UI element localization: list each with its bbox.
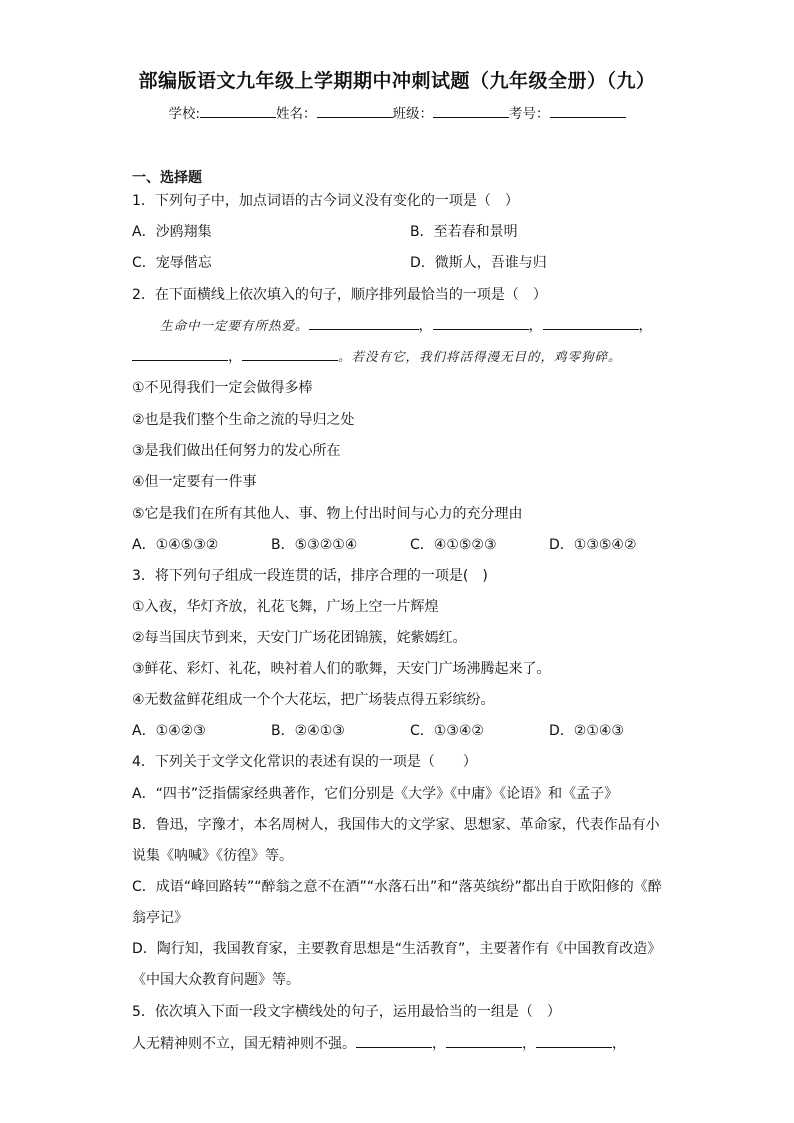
q4-option-d-line1: D．陶行知，我国教育家，主要教育思想是“生活教育”，主要著作有《中国教育改造》 (132, 941, 662, 957)
q2-passage-start: 生命中一定要有所热爱。 (160, 318, 309, 333)
q2-stem: 2．在下面横线上依次填入的句子，顺序排列最恰当的一项是（ ） (132, 287, 547, 303)
name-blank[interactable] (317, 105, 393, 118)
q2-blank-3 (543, 318, 639, 330)
q2-sentence-4: ④但一定要有一件事 (132, 474, 257, 490)
q2-option-c: C．④①⑤②③ (410, 537, 497, 553)
school-blank[interactable] (200, 105, 276, 118)
q4-option-c-line2: 翁亭记》 (132, 910, 188, 926)
section-heading: 一、选择题 (132, 170, 202, 186)
q2-passage-line2: ， 。若没有它，我们将活得漫无目的，鸡零狗碎。 (132, 348, 622, 366)
q2-blank-5 (242, 349, 338, 361)
q4-option-b-line2: 说集《呐喊》《彷徨》等。 (132, 848, 293, 864)
q2-passage-line1: 生命中一定要有所热爱。 ， ， ， (160, 318, 653, 334)
q4-option-d-line2: 《中国大众教育问题》等。 (132, 972, 300, 988)
q2-blank-2 (433, 318, 529, 330)
q3-option-c: C．①③④② (410, 723, 484, 739)
id-label: 考号： (509, 106, 550, 122)
q3-sentence-1: ①入夜，华灯齐放，礼花飞舞，广场上空一片辉煌 (132, 599, 439, 615)
q4-option-b-line1: B．鲁迅，字豫才，本名周树人，我国伟大的文学家、思想家、革命家，代表作品有小 (132, 817, 660, 833)
q1-option-c: C．宠辱偕忘 (132, 255, 212, 271)
q3-sentence-4: ④无数盆鲜花组成一个个大花坛，把广场装点得五彩缤纷。 (132, 692, 495, 708)
q2-sentence-2: ②也是我们整个生命之流的导归之处 (132, 412, 355, 428)
q5-stem: 5．依次填入下面一段文字横线处的句子，运用最恰当的一组是（ ） (132, 1004, 561, 1020)
q1-option-a: A．沙鸥翔集 (132, 224, 212, 240)
q2-option-b: B．⑤③②①④ (271, 537, 358, 553)
name-label: 姓名： (276, 106, 317, 122)
q2-sentence-5: ⑤它是我们在所有其他人、事、物上付出时间与心力的充分理由 (132, 506, 523, 522)
q1-option-b: B．至若春和景明 (410, 224, 518, 240)
q3-sentence-3: ③鲜花、彩灯、礼花，映衬着人们的歌舞，天安门广场沸腾起来了。 (132, 661, 551, 677)
id-blank[interactable] (550, 105, 626, 118)
q5-blank-2 (446, 1036, 522, 1048)
q3-option-a: A．①④②③ (132, 723, 206, 739)
q2-sentence-3: ③是我们做出任何努力的发心所在 (132, 443, 341, 459)
q5-blank-3 (536, 1036, 612, 1048)
class-blank[interactable] (433, 105, 509, 118)
class-label: 班级： (392, 106, 434, 122)
q2-blank-1 (309, 318, 419, 330)
q4-option-c-line1: C．成语“峰回路转”“醉翁之意不在酒”“水落石出”和“落英缤纷”都出自于欧阳修的《醉 (132, 879, 662, 895)
exam-title: 部编版语文九年级上学期期中冲刺试题（九年级全册）（九） (138, 70, 656, 92)
q2-blank-4 (132, 349, 228, 361)
q2-passage-end: 。若没有它，我们将活得漫无目的，鸡零狗碎。 (338, 349, 622, 364)
q1-option-d: D．微斯人，吾谁与归 (410, 255, 547, 271)
q1-stem: 1．下列句子中，加点词语的古今词义没有变化的一项是（ ） (132, 193, 519, 209)
q2-option-d: D．①③⑤④② (549, 537, 637, 553)
school-label: 学校: (168, 106, 201, 122)
q3-option-d: D．②①④③ (549, 723, 624, 739)
q2-option-a: A．①④⑤③② (132, 537, 219, 553)
q3-sentence-2: ②每当国庆节到来，天安门广场花团锦簇，姹紫嫣红。 (132, 630, 467, 646)
q3-option-b: B．②④①③ (271, 723, 345, 739)
q2-sentence-1: ①不见得我们一定会做得多棒 (132, 380, 313, 396)
student-info-row (0, 102, 794, 122)
q3-stem: 3．将下列句子组成一段连贯的话，排序合理的一项是( ) (132, 568, 488, 584)
q5-passage-start: 人无精神则不立，国无精神则不强。 (132, 1036, 356, 1052)
q5-passage-line1: 人无精神则不立，国无精神则不强。 ， ， ， (132, 1036, 626, 1052)
q5-blank-1 (356, 1036, 432, 1048)
q4-option-a: A．“四书”泛指儒家经典著作，它们分别是《大学》《中庸》《论语》和《孟子》 (132, 786, 619, 802)
q4-stem: 4．下列关于文学文化常识的表述有误的一项是（ ） (132, 754, 477, 770)
